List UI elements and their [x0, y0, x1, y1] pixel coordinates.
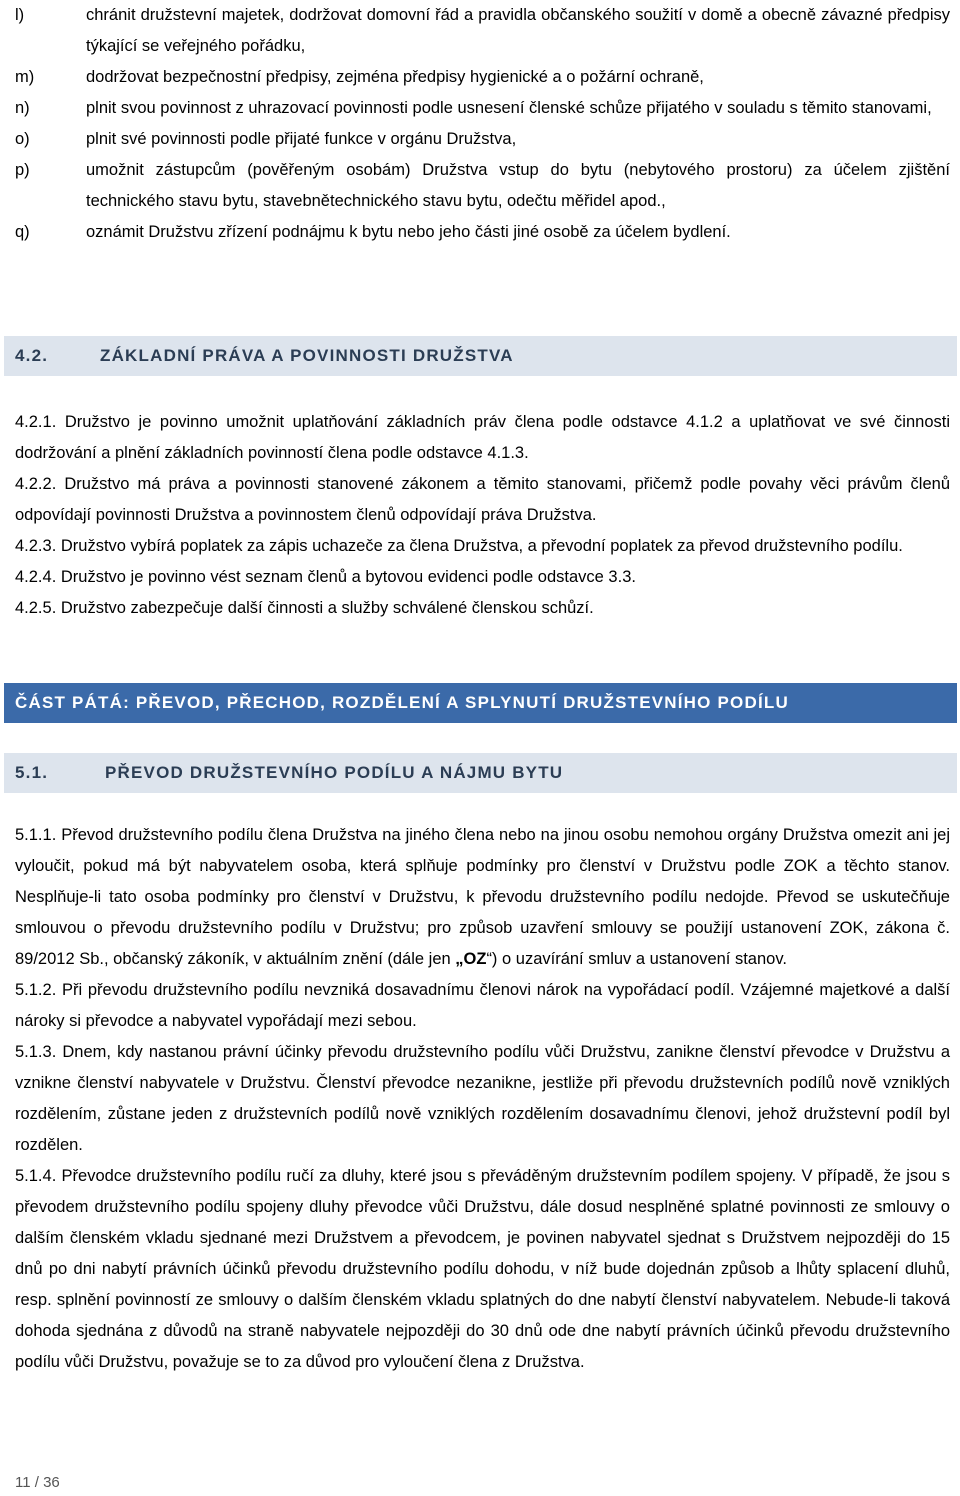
list-item [15, 0, 950, 62]
list-item [15, 155, 950, 217]
part-title: ČÁST PÁTÁ: PŘEVOD, PŘECHOD, ROZDĚLENÍ A SPLYNUTÍ DRUŽSTEVNÍHO PODÍLU [15, 693, 789, 712]
list-marker: p) [15, 161, 30, 179]
section-title: ZÁKLADNÍ PRÁVA A POVINNOSTI DRUŽSTVA [100, 346, 514, 365]
section-heading-4-2 [4, 336, 957, 376]
list-item [15, 62, 950, 93]
paragraph: 4.2.2. Družstvo má práva a povinnosti stanovené zákonem a těmito stanovami, přičemž podle povahy věci právům členů odpovídají povinnosti Družstva a povinnostem členů odpovídají práva Družstva. [15, 475, 950, 524]
page-number: 11 / 36 [15, 1474, 60, 1491]
list-text: plnit své povinnosti podle přijaté funkce v orgánu Družstva, [86, 130, 517, 148]
paragraph-text: “) o uzavírání smluv a ustanovení stanov. [486, 950, 787, 968]
obligations-list [15, 0, 950, 248]
list-text: umožnit zástupcům (pověřeným osobám) Družstva vstup do bytu (nebytového prostoru) za účelem zjištění technického stavu bytu, stavebnětechnického stavu bytu, odečtu měřidel apod., [86, 161, 950, 210]
section-title: PŘEVOD DRUŽSTEVNÍHO PODÍLU A NÁJMU BYTU [105, 763, 564, 782]
paragraph-text: 5.1.1. Převod družstevního podílu člena Družstva na jiného člena nebo na jinou osobu nemohou orgány Družstva omezit ani jej vyloučit, pokud má být nabyvatelem osoba, která splňuje podmínky pro členství v Družstvu podle ZOK a těchto stanov. Nesplňuje-li tato osoba podmínky pro členství v Družstvu, k převodu družstevního podílu nedojde. Převod se uskutečňuje smlouvou o převodu družstevního podílu v Družstvu; pro způsob uzavření smlouvy se použijí ustanovení ZOK, zákona č. 89/2012 Sb., občanský zákoník, v aktuálním znění (dále jen [15, 826, 950, 968]
list-item [15, 217, 950, 248]
list-marker: q) [15, 223, 30, 241]
list-text: oznámit Družstvu zřízení podnájmu k bytu nebo jeho části jiné osobě za účelem bydlení. [86, 223, 731, 241]
paragraph: 5.1.2. Při převodu družstevního podílu nevzniká dosavadnímu členovi nárok na vypořádací podíl. Vzájemné majetkové a další nároky si převodce a nabyvatel vypořádají mezi sebou. [15, 981, 950, 1030]
list-marker: o) [15, 130, 30, 148]
section-heading-5-1 [4, 753, 957, 793]
part-five-heading [4, 683, 957, 723]
paragraph [15, 820, 950, 975]
section-4-2-body [15, 407, 950, 624]
paragraph: 4.2.1. Družstvo je povinno umožnit uplatňování základních práv člena podle odstavce 4.1.2 a uplatňovat ve své činnosti dodržování a plnění základních povinností člena podle odstavce 4.1.3. [15, 413, 950, 462]
list-marker: m) [15, 68, 35, 86]
section-5-1-body [15, 820, 950, 1378]
list-marker: n) [15, 99, 30, 117]
section-number: 4.2. [15, 346, 49, 365]
list-item [15, 93, 950, 124]
abbreviation-oz: OZ [463, 950, 487, 968]
open-quote: „ [455, 950, 464, 968]
list-text: chránit družstevní majetek, dodržovat domovní řád a pravidla občanského soužití v domě a obecně závazné předpisy týkající se veřejného pořádku, [86, 6, 950, 55]
section-number: 5.1. [15, 763, 49, 782]
paragraph: 4.2.5. Družstvo zabezpečuje další činnosti a služby schválené členskou schůzí. [15, 599, 594, 617]
list-item [15, 124, 950, 155]
paragraph: 5.1.4. Převodce družstevního podílu ručí za dluhy, které jsou s převáděným družstevním podílem spojeny. V případě, že jsou s převodem družstevního podílu spojeny dluhy převodce vůči Družstvu, dále dosud nesplněné splatné povinnosti ze smlouvy o dalším členském vkladu sjednané mezi Družstvem a převodcem, je povinen nabyvatel sjednat s Družstvem nejpozději do 15 dnů po dni nabytí právních účinků převodu družstevního podílu dohodu, v níž bude dojednán způsob a lhůty splacení dluhů, resp. splnění povinností ze smlouvy o dalším členském vkladu splatných do dne nabytí členství nabyvatelem. Nebude-li taková dohoda sjednána z důvodů na straně nabyvatele nejpozději do 30 dnů ode dne nabytí právních účinků převodu družstevního podílu vůči Družstvu, považuje se to za důvod pro vyloučení člena z Družstva. [15, 1167, 950, 1371]
list-text: plnit svou povinnost z uhrazovací povinnosti podle usnesení členské schůze přijatého v souladu s těmito stanovami, [86, 99, 932, 117]
list-marker: l) [15, 6, 25, 24]
paragraph: 5.1.3. Dnem, kdy nastanou právní účinky převodu družstevního podílu vůči Družstvu, zanikne členství převodce v Družstvu a vznikne členství nabyvatele v Družstvu. Členství převodce nezanikne, jestliže při převodu družstevních podílů nově vzniklých rozdělením, zůstane jeden z družstevních podílů nově vzniklých rozdělením dosavadnímu členovi, jehož družstevní podíl byl rozdělen. [15, 1043, 950, 1154]
paragraph: 4.2.4. Družstvo je povinno vést seznam členů a bytovou evidenci podle odstavce 3.3. [15, 568, 636, 586]
paragraph: 4.2.3. Družstvo vybírá poplatek za zápis uchazeče za člena Družstva, a převodní poplatek za převod družstevního podílu. [15, 537, 903, 555]
list-text: dodržovat bezpečnostní předpisy, zejména předpisy hygienické a o požární ochraně, [86, 68, 704, 86]
